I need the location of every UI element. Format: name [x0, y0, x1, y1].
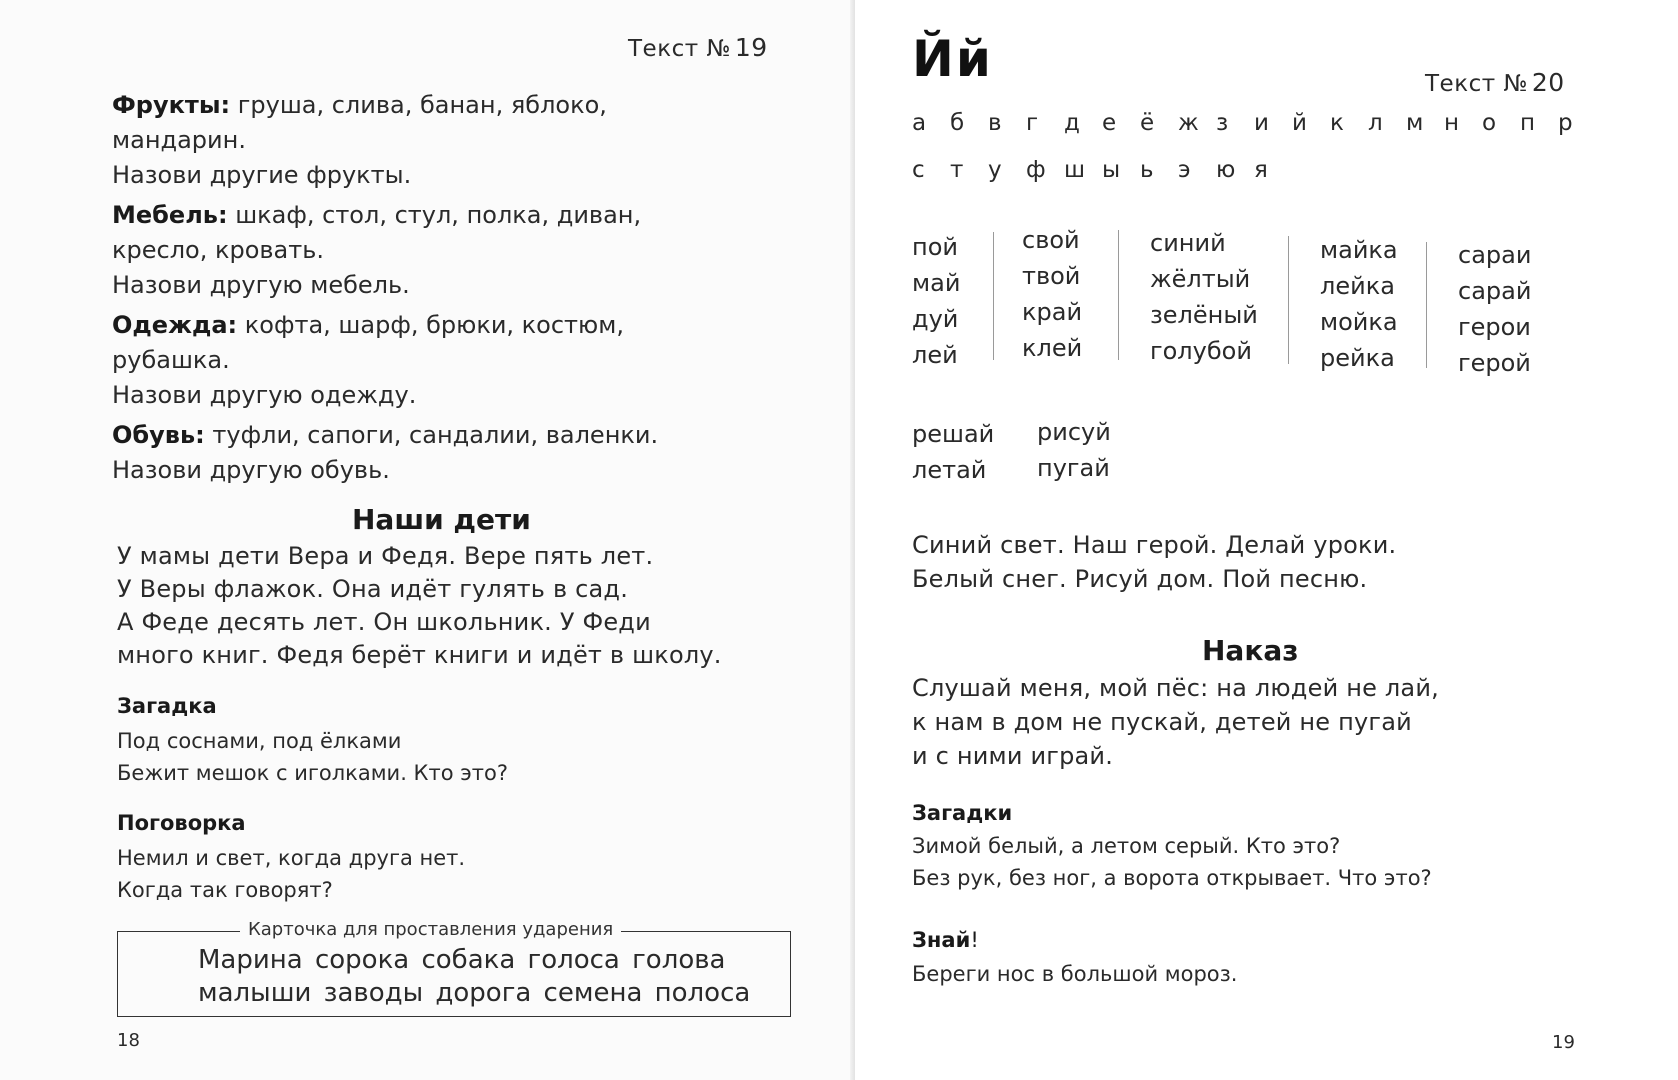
alphabet-letter: й: [1292, 110, 1307, 136]
category-name: Фрукты:: [112, 91, 231, 119]
word: летай: [912, 456, 987, 484]
riddle-line: Без рук, без ног, а ворота открывает. Что это?: [912, 866, 1432, 890]
word: голубой: [1150, 337, 1252, 365]
saying-text: [117, 842, 465, 906]
word: герой: [1458, 349, 1531, 377]
text-number: 20: [1531, 68, 1565, 97]
alphabet-letter: р: [1558, 110, 1573, 136]
alphabet-letter: м: [1406, 110, 1424, 136]
letter-heading: Йй: [912, 30, 993, 88]
word: пой: [912, 233, 958, 261]
alphabet-letter: ж: [1178, 110, 1199, 136]
category-prompt: Назови другую одежду.: [112, 381, 417, 409]
word: край: [1022, 298, 1083, 326]
category-items-cont: рубашка.: [112, 346, 230, 374]
sentences: [912, 528, 1396, 596]
stress-card-line: Марина сорока собака голоса голова: [198, 945, 726, 975]
text-number-label: [628, 33, 768, 62]
word: мойка: [1320, 308, 1398, 336]
text-number-label: [1425, 68, 1565, 97]
category-items-cont: мандарин.: [112, 126, 246, 154]
poem-line: к нам в дом не пускай, детей не пугай: [912, 708, 1412, 736]
know-title-text: Знай: [912, 928, 971, 952]
text-label: Текст №: [1425, 71, 1528, 97]
word: дуй: [912, 305, 959, 333]
alphabet-letter: б: [950, 110, 965, 136]
alphabet-letter: г: [1026, 110, 1039, 136]
saying-line: Немил и свет, когда друга нет.: [117, 846, 466, 870]
story-line: У мамы дети Вера и Федя. Вере пять лет.: [117, 542, 654, 570]
category-name: Обувь:: [112, 421, 205, 449]
text-label: Текст №: [628, 36, 731, 62]
sentence-line: Белый снег. Рисуй дом. Пой песню.: [912, 565, 1368, 593]
stress-card-label: Карточка для проставления ударения: [240, 919, 621, 940]
word: зелёный: [1150, 301, 1258, 329]
story-line: много книг. Федя берёт книги и идёт в школу.: [117, 641, 722, 669]
word: герои: [1458, 313, 1531, 341]
alphabet-letter: ф: [1026, 157, 1046, 183]
category-prompt: Назови другие фрукты.: [112, 161, 412, 189]
riddle-line: Под соснами, под ёлками: [117, 729, 402, 753]
alphabet-letter: л: [1368, 110, 1383, 136]
word-pair-column-1: [912, 416, 994, 488]
riddle-line: Бежит мешок с иголками. Кто это?: [117, 761, 508, 785]
category-name: Мебель:: [112, 201, 228, 229]
page-number: 18: [117, 1030, 140, 1051]
stress-card-line: малыши заводы дорога семена полоса: [198, 978, 751, 1008]
saying-line: Когда так говорят?: [117, 878, 333, 902]
category-clothes: [112, 308, 812, 413]
alphabet-letter: н: [1444, 110, 1460, 136]
text-number: 19: [734, 33, 768, 62]
alphabet-row-1: [912, 110, 1596, 136]
column-divider: [1118, 230, 1119, 360]
word: лей: [912, 341, 958, 369]
alphabet-letter: в: [988, 110, 1002, 136]
category-name: Одежда:: [112, 311, 238, 339]
word: твой: [1022, 262, 1081, 290]
word: решай: [912, 420, 995, 448]
word: май: [912, 269, 961, 297]
category-items: груша, слива, банан, яблоко,: [237, 91, 607, 119]
word-column-4: [1320, 232, 1398, 376]
know-title: [912, 928, 979, 952]
category-items: кофта, шарф, брюки, костюм,: [244, 311, 624, 339]
alphabet-letter: и: [1254, 110, 1269, 136]
category-items-cont: кресло, кровать.: [112, 236, 324, 264]
story-line: А Феде десять лет. Он школьник. У Феди: [117, 608, 651, 636]
word: синий: [1150, 229, 1226, 257]
word-column-5: [1458, 237, 1531, 381]
alphabet-letter: о: [1482, 110, 1497, 136]
alphabet-letter: ю: [1216, 157, 1236, 183]
stress-card-words: [198, 944, 750, 1010]
exclamation-mark: !: [970, 928, 979, 952]
word: сарай: [1458, 277, 1532, 305]
category-items: туфли, сапоги, сандалии, валенки.: [212, 421, 659, 449]
word-column-1: [912, 229, 960, 373]
saying-title: Поговорка: [117, 811, 246, 835]
word: жёлтый: [1150, 265, 1251, 293]
alphabet-letter: п: [1520, 110, 1536, 136]
word-column-2: [1022, 222, 1082, 366]
alphabet-letter: э: [1178, 157, 1191, 183]
alphabet-letter: ь: [1140, 157, 1154, 183]
poem-line: Слушай меня, мой пёс: на людей не лай,: [912, 674, 1439, 702]
category-fruits: [112, 88, 812, 193]
story-text: [117, 540, 722, 672]
riddle-title: Загадка: [117, 694, 217, 718]
word: пугай: [1037, 454, 1110, 482]
word-pair-column-2: [1037, 414, 1111, 486]
category-prompt: Назови другую мебель.: [112, 271, 410, 299]
riddles-title: Загадки: [912, 801, 1013, 825]
column-divider: [993, 232, 994, 360]
alphabet-letter: с: [912, 157, 925, 183]
page-number: 19: [1552, 1032, 1575, 1053]
alphabet-letter: ё: [1140, 110, 1155, 136]
category-shoes: [112, 418, 812, 488]
alphabet-letter: я: [1254, 157, 1268, 183]
stress-card: [117, 919, 791, 1017]
category-prompt: Назови другую обувь.: [112, 456, 390, 484]
word-column-3: [1150, 225, 1258, 369]
category-furniture: [112, 198, 812, 303]
poem-text: [912, 671, 1439, 773]
category-items: шкаф, стол, стул, полка, диван,: [235, 201, 642, 229]
story-title: Наши дети: [352, 503, 531, 536]
alphabet-letter: ш: [1064, 157, 1086, 183]
alphabet-letter: к: [1330, 110, 1344, 136]
word: рисуй: [1037, 418, 1111, 446]
alphabet-letter: а: [912, 110, 927, 136]
word: свой: [1022, 226, 1080, 254]
alphabet-row-2: [912, 157, 1292, 183]
word: лейка: [1320, 272, 1395, 300]
alphabet-letter: т: [950, 157, 964, 183]
column-divider: [1426, 242, 1427, 368]
column-divider: [1288, 236, 1289, 364]
riddle-line: Зимой белый, а летом серый. Кто это?: [912, 834, 1341, 858]
poem-line: и с ними играй.: [912, 742, 1114, 770]
alphabet-letter: з: [1216, 110, 1229, 136]
riddle-text: [117, 725, 508, 789]
story-line: У Веры флажок. Она идёт гулять в сад.: [117, 575, 629, 603]
alphabet-letter: у: [988, 157, 1002, 183]
sentence-line: Синий свет. Наш герой. Делай уроки.: [912, 531, 1397, 559]
alphabet-letter: е: [1102, 110, 1117, 136]
word: майка: [1320, 236, 1398, 264]
riddles-text: [912, 830, 1432, 894]
poem-title: Наказ: [1202, 634, 1299, 667]
word: рейка: [1320, 344, 1395, 372]
know-text: Береги нос в большой мороз.: [912, 962, 1238, 986]
word: сараи: [1458, 241, 1532, 269]
alphabet-letter: ы: [1102, 157, 1121, 183]
alphabet-letter: д: [1064, 110, 1080, 136]
word: клей: [1022, 334, 1083, 362]
